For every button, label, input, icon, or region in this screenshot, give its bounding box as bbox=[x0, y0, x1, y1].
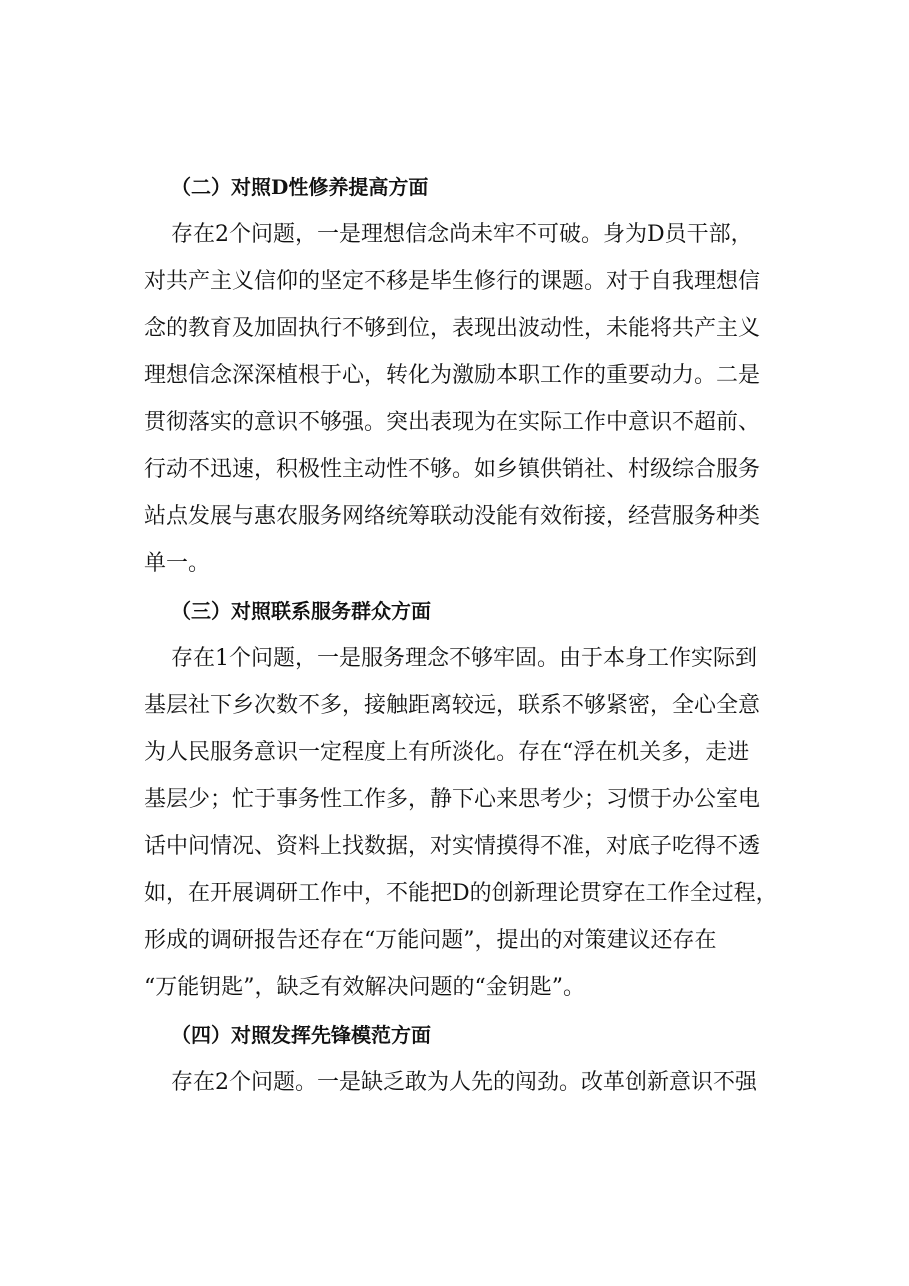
paragraph-line: 存在2个问题，一是理想信念尚未牢不可破。身为D员干部， bbox=[171, 222, 753, 247]
paragraph-line: 基层社下乡次数不多，接触距离较远，联系不够紧密，全心全意 bbox=[144, 693, 761, 718]
paragraph-line: 存在1个问题，一是服务理念不够牢固。由于本身工作实际到 bbox=[171, 646, 757, 671]
section-heading-4: （四）对照发挥先锋模范方面 bbox=[171, 1023, 431, 1047]
paragraph-line: 如，在开展调研工作中，不能把D的创新理论贯穿在工作全过程， bbox=[144, 881, 778, 906]
section-paragraph-3 bbox=[144, 635, 823, 1011]
paragraph-line: 存在2个问题。一是缺乏敢为人先的闯劲。改革创新意识不强 bbox=[171, 1070, 757, 1095]
document-body bbox=[144, 163, 823, 1106]
section-heading-3: （三）对照联系服务群众方面 bbox=[171, 599, 431, 623]
paragraph-line: 单一。 bbox=[144, 551, 211, 576]
section-paragraph-4 bbox=[171, 1059, 823, 1106]
paragraph-line: 对共产主义信仰的坚定不移是毕生修行的课题。对于自我理想信 bbox=[144, 269, 761, 294]
paragraph-line: 基层少；忙于事务性工作多，静下心来思考少；习惯于办公室电 bbox=[144, 787, 761, 812]
paragraph-line: 贯彻落实的意识不够强。突出表现为在实际工作中意识不超前、 bbox=[144, 410, 761, 435]
paragraph-line: 话中问情况、资料上找数据，对实情摸得不准，对底子吃得不透 bbox=[144, 834, 761, 859]
paragraph-line: 念的教育及加固执行不够到位，表现出波动性，未能将共产主义 bbox=[144, 316, 761, 341]
paragraph-line: 为人民服务意识一定程度上有所淡化。存在“浮在机关多，走进 bbox=[144, 740, 750, 765]
paragraph-line: 理想信念深深植根于心，转化为激励本职工作的重要动力。二是 bbox=[144, 363, 761, 388]
section-paragraph-2 bbox=[144, 211, 823, 587]
paragraph-line: “万能钥匙”，缺乏有效解决问题的“金钥匙”。 bbox=[144, 975, 585, 1000]
paragraph-line: 形成的调研报告还存在“万能问题”，提出的对策建议还存在 bbox=[144, 928, 717, 953]
paragraph-line: 行动不迅速，积极性主动性不够。如乡镇供销社、村级综合服务 bbox=[144, 457, 761, 482]
paragraph-line: 站点发展与惠农服务网络统筹联动没能有效衔接，经营服务种类 bbox=[144, 504, 761, 529]
section-heading-2: （二）对照D性修养提高方面 bbox=[171, 175, 429, 199]
